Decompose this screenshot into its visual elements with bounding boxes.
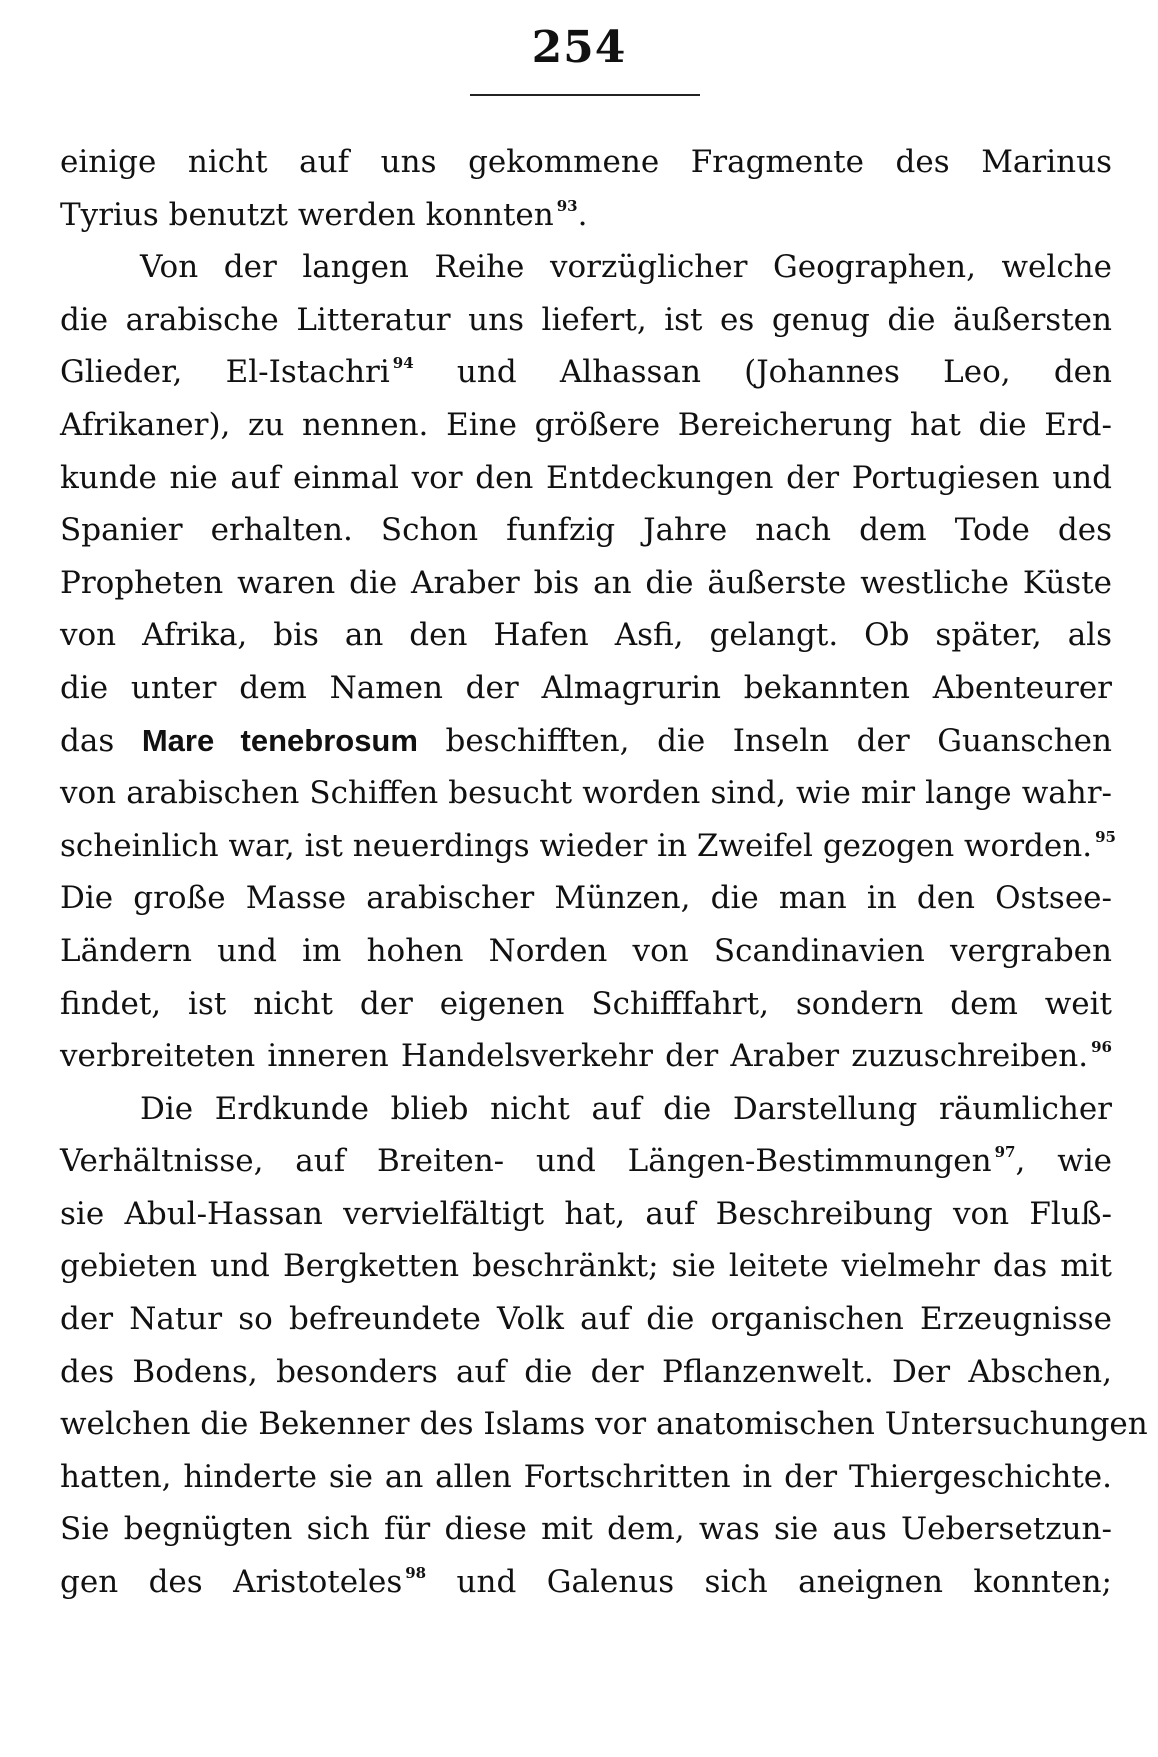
text-line: von arabischen Schiffen besucht worden sind, wie mir lange wahr- xyxy=(60,775,1112,812)
text-line: sie Abul-Hassan vervielfältigt hat, auf Beschreibung von Fluß- xyxy=(60,1195,1112,1232)
text-line: Glieder, El-Istachri $^{94}$ und Alhassan (Johannes Leo, den xyxy=(60,354,1112,391)
text-line: Afrikaner), zu nennen. Eine größere Bereicherung hat die Erd- xyxy=(60,406,1112,443)
text-line: des Bodens, besonders auf die der Pflanzenwelt. Der Abschen, xyxy=(60,1353,1112,1390)
text-line: Spanier erhalten. Schon funfzig Jahre nach dem Tode des xyxy=(60,512,1112,549)
text-line: die unter dem Namen der Almagrurin bekannten Abenteurer xyxy=(60,669,1112,706)
text-line: der Natur so befreundete Volk auf die organischen Erzeugnisse xyxy=(60,1301,1112,1338)
latin-phrase: Mare tenebrosum xyxy=(141,722,418,758)
text-line: von Afrika, bis an den Hafen Asfi, gelangt. Ob später, als xyxy=(60,617,1112,654)
text-line: verbreiteten inneren Handelsverkehr der Araber zuzuschreiben. $^{96}$ xyxy=(60,1038,1112,1075)
page-number: 254 xyxy=(531,22,627,73)
header-rule xyxy=(470,94,700,96)
text-line: einige nicht auf uns gekommene Fragmente des Marinus xyxy=(60,144,1112,180)
text-line: welchen die Bekenner des Islams vor anatomischen Untersuchungen xyxy=(60,1406,1148,1443)
text-line: scheinlich war, ist neuerdings wieder in Zweifel gezogen worden. $^{95}$ xyxy=(60,827,1116,864)
text-line: Sie begnügten sich für diese mit dem, was sie aus Uebersetzun- xyxy=(60,1511,1112,1548)
text-line: gebieten und Bergketten beschränkt; sie leitete vielmehr das mit xyxy=(60,1248,1112,1285)
footnote-ref: 98 xyxy=(405,1564,427,1583)
text-line: Tyrius benutzt werden konnten $^{93}$. xyxy=(60,196,588,233)
text-line: das Mare tenebrosum beschifften, die Inseln der Guanschen xyxy=(60,722,1112,759)
body-text xyxy=(60,136,1148,1609)
footnote-ref: 93 xyxy=(556,196,578,215)
text-line: kunde nie auf einmal vor den Entdeckungen der Portugiesen und xyxy=(60,459,1112,496)
text-line: Ländern und im hohen Norden von Scandinavien vergraben xyxy=(60,932,1112,969)
text-line: gen des Aristoteles $^{98}$ und Galenus sich aneignen konnten; xyxy=(60,1564,1112,1601)
text-line: Verhältnisse, auf Breiten- und Längen-Bestimmungen $^{97}$, wie xyxy=(60,1143,1112,1180)
footnote-ref: 97 xyxy=(994,1143,1016,1162)
text-line: die arabische Litteratur uns liefert, ist es genug die äußersten xyxy=(60,301,1112,338)
text-line: Propheten waren die Araber bis an die äußerste westliche Küste xyxy=(60,564,1112,601)
footnote-ref: 94 xyxy=(392,354,414,373)
footnote-ref: 95 xyxy=(1095,827,1116,846)
paragraph-start-line: Von der langen Reihe vorzüglicher Geographen, welche xyxy=(140,249,1112,286)
paragraph-start-line: Die Erdkunde blieb nicht auf die Darstellung räumlicher xyxy=(140,1090,1112,1127)
text-line: hatten, hinderte sie an allen Fortschritten in der Thiergeschichte. xyxy=(60,1458,1112,1495)
text-line: Die große Masse arabischer Münzen, die man in den Ostsee- xyxy=(60,880,1112,917)
text-line: findet, ist nicht der eigenen Schifffahrt, sondern dem weit xyxy=(60,985,1112,1022)
footnote-ref: 96 xyxy=(1091,1038,1112,1057)
